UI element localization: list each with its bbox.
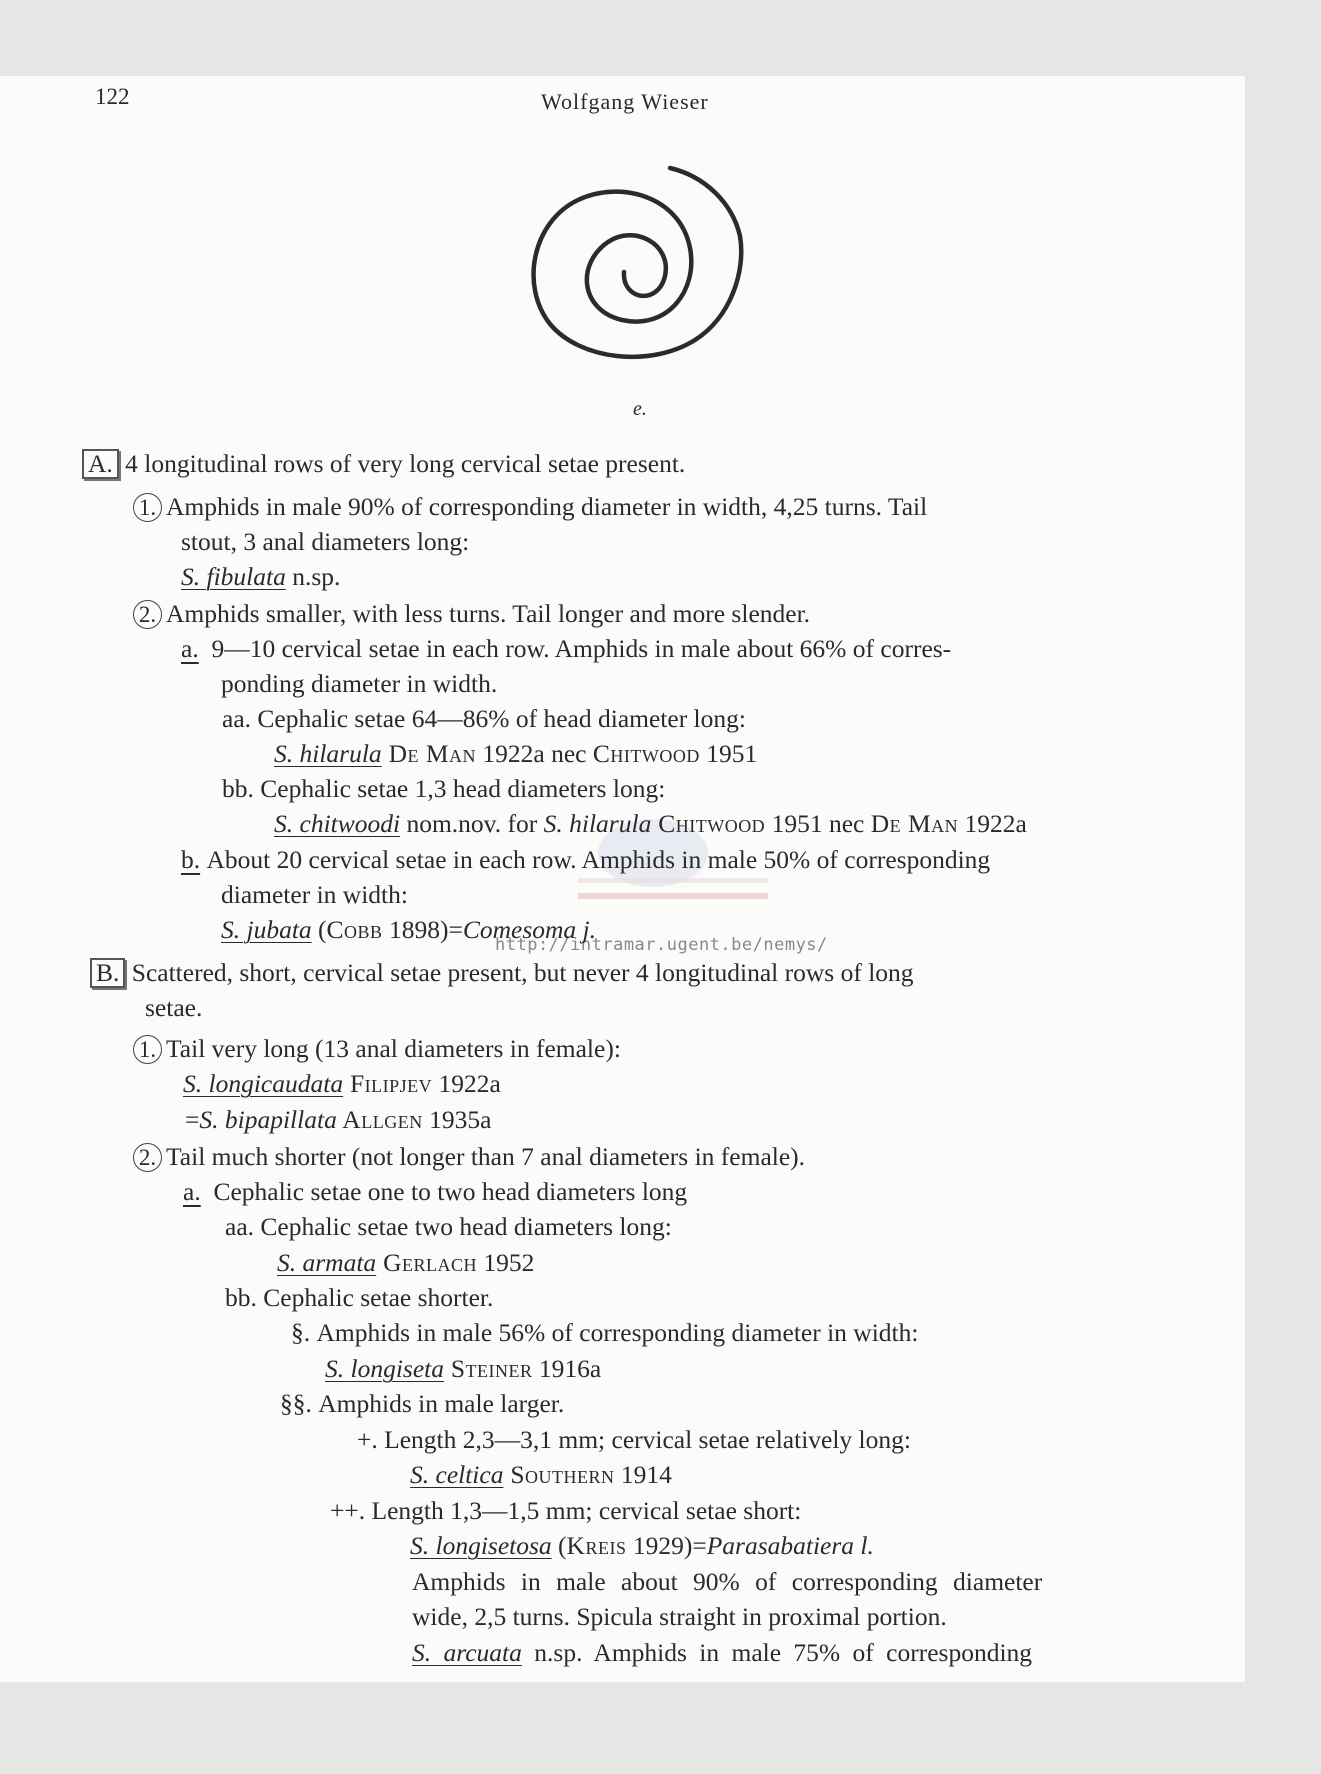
- author-filipjev: Filipjev: [343, 1069, 433, 1098]
- key-a2a-label: a.: [181, 634, 199, 663]
- species-longicaudata: S. longicaudata: [183, 1069, 344, 1098]
- amphid-spiral-figure: [510, 160, 770, 390]
- key-section-2-line: [280, 1389, 564, 1419]
- author-chitwood-2: Chitwood: [651, 809, 766, 838]
- year-text: 1935a: [422, 1105, 492, 1134]
- key-b2a-line: [183, 1177, 687, 1207]
- key-a-couplet: [82, 449, 685, 479]
- key-a2b-label: b.: [181, 845, 201, 874]
- species-longiseta: S. longiseta: [325, 1354, 444, 1383]
- key-plus-1-line: [357, 1425, 911, 1455]
- key-a2a-bb-label: bb.: [222, 774, 254, 803]
- species-bipapillata: S. bipapillata: [199, 1105, 337, 1134]
- key-a1-species-line: [181, 562, 340, 592]
- year-text: 1951 nec: [765, 809, 871, 838]
- key-plus-2-line: [330, 1496, 801, 1526]
- key-a2a-bb-line: [222, 774, 665, 804]
- key-b-couplet: [90, 958, 914, 988]
- key-b-label: B.: [90, 958, 125, 988]
- paren-open: (: [551, 1531, 567, 1560]
- key-plus-1-text: Length 2,3—3,1 mm; cervical setae relatively long:: [384, 1425, 911, 1454]
- key-a2a-bb-species-line: [274, 809, 1027, 839]
- year-text: 1922a: [432, 1069, 501, 1098]
- key-b2a-bb-label: bb.: [225, 1283, 257, 1312]
- year-text: 1914: [614, 1460, 672, 1489]
- key-a2b-line2: diameter in width:: [221, 880, 408, 909]
- species-chitwoodi: S. chitwoodi: [274, 809, 401, 838]
- species-armata: S. armata: [277, 1248, 377, 1277]
- species-longisetosa: S. longisetosa: [410, 1531, 552, 1560]
- key-a2a-aa-text: Cephalic setae 64—86% of head diameter long:: [257, 704, 746, 733]
- species-hilarula-2: S. hilarula: [543, 809, 652, 838]
- key-a2a-aa-label: aa.: [222, 704, 252, 733]
- key-plus-2-text2: Amphids in male about 90% of corresponding diameter: [412, 1567, 1043, 1596]
- author-allgen: Allgen: [336, 1105, 423, 1134]
- double-plus-label: ++.: [330, 1496, 366, 1525]
- key-b-line2: setae.: [145, 993, 203, 1022]
- year-text: 1922a nec: [476, 739, 593, 768]
- key-section-2-text: Amphids in male larger.: [318, 1389, 565, 1418]
- key-b1-synonym-line: [185, 1105, 491, 1135]
- key-section-1-line: [291, 1318, 918, 1348]
- year-text: 1929)=: [626, 1531, 707, 1560]
- author-chitwood: Chitwood: [592, 739, 700, 768]
- key-b2-number: 2.: [133, 1143, 162, 1172]
- key-a-label: A.: [82, 449, 119, 479]
- key-a2-text: Amphids smaller, with less turns. Tail longer and more slender.: [166, 599, 811, 628]
- year-text: 1922a: [958, 809, 1027, 838]
- key-a2a-line2: ponding diameter in width.: [221, 669, 498, 698]
- author-de-man: De Man: [381, 739, 477, 768]
- key-a1-line1: [133, 492, 927, 522]
- key-a2-line: [133, 599, 810, 629]
- key-a2a-bb-text: Cephalic setae 1,3 head diameters long:: [260, 774, 666, 803]
- watermark-url: http://intramar.ugent.be/nemys/: [495, 935, 828, 955]
- key-a2b-text1: About 20 cervical setae in each row. Amphids in male 50% of corresponding: [206, 845, 991, 874]
- species-fibulata-suffix: n.sp.: [285, 562, 341, 591]
- key-b2-line: [133, 1142, 805, 1172]
- author-kreis: Kreis: [566, 1531, 627, 1560]
- key-a1-line2: stout, 3 anal diameters long:: [181, 527, 470, 556]
- running-header-author: Wolfgang Wieser: [541, 89, 709, 114]
- key-section-1-text: Amphids in male 56% of corresponding diameter in width:: [316, 1318, 919, 1347]
- author-cobb: Cobb: [326, 915, 383, 944]
- author-de-man-2: De Man: [870, 809, 959, 838]
- year-text: 1898)=: [382, 915, 463, 944]
- key-a2-number: 2.: [133, 600, 162, 629]
- author-southern: Southern: [503, 1460, 615, 1489]
- equals-sign: =: [185, 1105, 200, 1134]
- double-section-sign-label: §§.: [280, 1389, 312, 1418]
- year-text: 1952: [476, 1248, 535, 1277]
- plus-label: +.: [357, 1425, 378, 1454]
- section-sign-label: §.: [291, 1318, 311, 1347]
- figure-label: e.: [633, 398, 647, 420]
- species-hilarula: S. hilarula: [274, 739, 382, 768]
- synonym-parasabatiera: Parasabatiera l.: [706, 1531, 874, 1560]
- species-celtica: S. celtica: [410, 1460, 504, 1489]
- paren-open: (: [311, 915, 327, 944]
- year-text: 1951: [699, 739, 758, 768]
- key-b2a-aa-line: [225, 1212, 672, 1242]
- key-b1-species-line: [183, 1069, 501, 1099]
- key-a-text: 4 longitudinal rows of very long cervical setae present.: [125, 449, 686, 478]
- author-gerlach: Gerlach: [376, 1248, 477, 1277]
- nomen-text: nom.nov. for: [400, 809, 544, 838]
- author-steiner: Steiner: [444, 1354, 533, 1383]
- key-b2a-bb-text: Cephalic setae shorter.: [263, 1283, 494, 1312]
- species-fibulata: S. fibulata: [181, 562, 286, 591]
- key-b1-line: [133, 1034, 621, 1064]
- key-plus-2-text3: wide, 2,5 turns. Spicula straight in proximal portion.: [412, 1602, 947, 1631]
- key-a2a-aa-species-line: [274, 739, 757, 769]
- key-plus-2-text: Length 1,3—1,5 mm; cervical setae short:: [371, 1496, 802, 1525]
- species-jubata: S. jubata: [221, 915, 312, 944]
- key-b2a-text: Cephalic setae one to two head diameters long: [213, 1177, 688, 1206]
- key-a2a-text1: 9—10 cervical setae in each row. Amphids in male about 66% of corres-: [211, 634, 952, 663]
- key-plus-1-species-line: [410, 1460, 672, 1490]
- key-a2a-line1: [181, 634, 951, 664]
- key-section-1-species-line: [325, 1354, 601, 1384]
- key-b2a-label: a.: [183, 1177, 201, 1206]
- key-b-text1: Scattered, short, cervical setae present, but never 4 longitudinal rows of long: [131, 958, 914, 987]
- key-a2a-aa-line: [222, 704, 746, 734]
- key-plus-2-arcuata-line: [412, 1638, 1032, 1668]
- key-a2b-line1: [181, 845, 990, 875]
- page-number: 122: [95, 84, 130, 109]
- key-b2a-aa-text: Cephalic setae two head diameters long:: [260, 1212, 672, 1241]
- species-arcuata: S. arcuata: [412, 1638, 522, 1667]
- key-b2-text: Tail much shorter (not longer than 7 anal diameters in female).: [166, 1142, 806, 1171]
- synonym-comesoma: Comesoma j.: [462, 915, 596, 944]
- key-b1-number: 1.: [133, 1035, 162, 1064]
- key-b1-text: Tail very long (13 anal diameters in female):: [166, 1034, 621, 1063]
- key-b2a-aa-label: aa.: [225, 1212, 255, 1241]
- key-a2b-species-line: [221, 915, 596, 945]
- key-a1-text1: Amphids in male 90% of corresponding diameter in width, 4,25 turns. Tail: [166, 492, 928, 521]
- key-b2a-aa-species-line: [277, 1248, 534, 1278]
- key-plus-2-species-line: [410, 1531, 874, 1561]
- year-text: 1916a: [532, 1354, 602, 1383]
- key-plus-2-text4: n.sp. Amphids in male 75% of corresponding: [521, 1638, 1033, 1667]
- key-a1-number: 1.: [133, 493, 162, 522]
- key-b2a-bb-line: [225, 1283, 493, 1313]
